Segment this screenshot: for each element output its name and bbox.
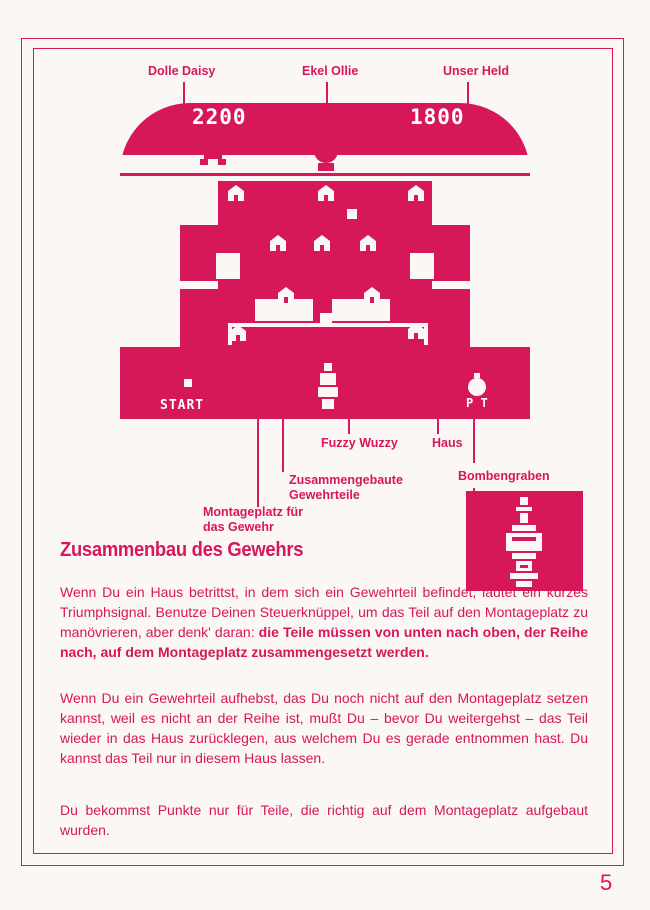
label-montageplatz: Montageplatz für das Gewehr xyxy=(203,505,303,534)
page-number: 5 xyxy=(600,870,613,895)
label-dolle-daisy: Dolle Daisy xyxy=(148,64,216,78)
score-left: 2200 xyxy=(192,105,247,129)
game-screen-graphic xyxy=(120,103,530,419)
paragraph-1-normal: Wenn Du ein Haus betrittst, in dem sich ein Gewehrteil befindet, läutet ein kurzes Triumphsignal. Benutze Deinen Steuerknüppel, um das Teil auf den Montageplatz zu manövrieren, aber denk' daran: xyxy=(60,584,588,640)
paragraph-1-bold: die Teile müssen von unten nach oben, der Reihe nach, auf dem Montageplatz zusammengesetzt werden. xyxy=(60,624,589,660)
label-fuzzy-wuzzy: Fuzzy Wuzzy xyxy=(321,436,398,450)
score-right: 1800 xyxy=(410,105,465,129)
game-screen xyxy=(120,103,530,419)
paragraph-1 xyxy=(60,582,588,662)
paragraph-2: Wenn Du ein Gewehrteil aufhebst, das Du noch nicht auf den Montageplatz setzen kannst, weil es nicht an der Reihe ist, mußt Du – bevor Du weitergehst – das Teil wieder in das Haus zurücklegen, aus welchem Du es gerade entnommen hast. Du kannst das Teil nur in diesem Haus lassen. xyxy=(60,690,588,766)
label-zusammengebaute: Zusammengebaute Gewehrteile xyxy=(289,473,403,502)
label-bombengraben: Bombengraben xyxy=(458,469,550,483)
label-haus: Haus xyxy=(432,436,463,450)
paragraph-3: Du bekommst Punkte nur für Teile, die richtig auf dem Montageplatz aufgebaut wurden. xyxy=(60,802,588,838)
assembled-gun-graphic xyxy=(466,491,583,591)
gun-inset xyxy=(466,491,583,591)
label-unser-held: Unser Held xyxy=(443,64,509,78)
section-title: Zusammenbau des Gewehrs xyxy=(60,539,304,561)
pit-label: P T xyxy=(466,396,488,410)
start-label: START xyxy=(160,398,205,413)
label-ekel-ollie: Ekel Ollie xyxy=(302,64,359,78)
